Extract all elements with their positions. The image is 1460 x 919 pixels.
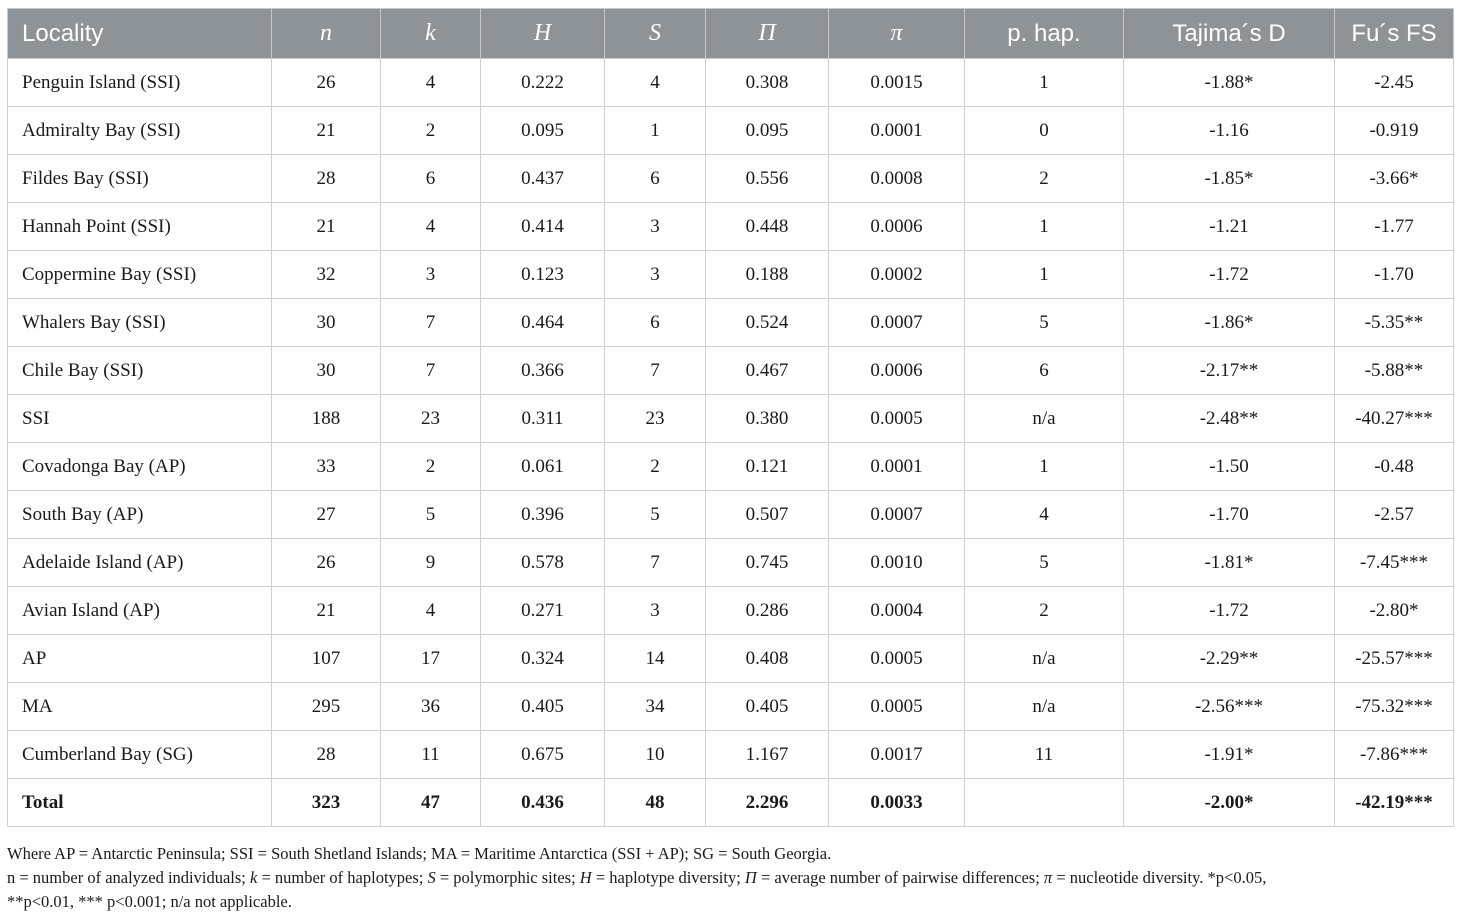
k-cell: 3 (381, 251, 481, 299)
k-cell: 17 (381, 635, 481, 683)
total-label-cell: Total (8, 779, 272, 827)
h-cell: 0.437 (481, 155, 605, 203)
p-hap-cell: 1 (965, 251, 1124, 299)
s-cell: 2 (605, 443, 706, 491)
tajima-d-cell: -1.72 (1124, 587, 1335, 635)
fu-fs-cell: -2.80* (1335, 587, 1454, 635)
footnote-text: = number of haplotypes; (257, 868, 428, 887)
fu-fs-cell: -3.66* (1335, 155, 1454, 203)
tajima-d-cell: -1.72 (1124, 251, 1335, 299)
s-cell: 10 (605, 731, 706, 779)
pi-upper-cell: 0.095 (706, 107, 829, 155)
h-cell: 0.311 (481, 395, 605, 443)
s-cell: 3 (605, 203, 706, 251)
fu-fs-cell: -5.35** (1335, 299, 1454, 347)
table-row (8, 203, 1454, 251)
pi-upper-cell: 0.408 (706, 635, 829, 683)
n-cell: 107 (272, 635, 381, 683)
table-row (8, 683, 1454, 731)
total-fu-fs-cell: -42.19*** (1335, 779, 1454, 827)
tajima-d-cell: -1.50 (1124, 443, 1335, 491)
total-s-cell: 48 (605, 779, 706, 827)
fu-fs-cell: -40.27*** (1335, 395, 1454, 443)
locality-cell: Avian Island (AP) (8, 587, 272, 635)
h-cell: 0.095 (481, 107, 605, 155)
pi-upper-cell: 0.380 (706, 395, 829, 443)
locality-cell: MA (8, 683, 272, 731)
p-hap-cell: 1 (965, 203, 1124, 251)
pi-lower-cell: 0.0008 (829, 155, 965, 203)
p-hap-cell: 1 (965, 59, 1124, 107)
tajima-d-cell: -2.17** (1124, 347, 1335, 395)
k-cell: 6 (381, 155, 481, 203)
pi-lower-cell: 0.0001 (829, 443, 965, 491)
table-container (7, 8, 1453, 827)
pi-upper-cell: 0.188 (706, 251, 829, 299)
table-row (8, 731, 1454, 779)
tajima-d-cell: -1.70 (1124, 491, 1335, 539)
tajima-d-cell: -2.56*** (1124, 683, 1335, 731)
footnote-significance: **p<0.01, *** p<0.001; n/a not applicable. (7, 892, 292, 911)
k-cell: 5 (381, 491, 481, 539)
footnote-text: = average number of pairwise differences; (756, 868, 1044, 887)
pi-lower-cell: 0.0006 (829, 203, 965, 251)
s-cell: 1 (605, 107, 706, 155)
pi-lower-cell: 0.0001 (829, 107, 965, 155)
footnote-symbol-pi-upper: Π (744, 868, 757, 887)
k-cell: 4 (381, 203, 481, 251)
header-row (8, 9, 1454, 59)
table-row (8, 59, 1454, 107)
fu-fs-cell: -2.57 (1335, 491, 1454, 539)
k-cell: 4 (381, 587, 481, 635)
s-cell: 6 (605, 155, 706, 203)
footnote-abbreviations: Where AP = Antarctic Peninsula; SSI = South Shetland Islands; MA = Maritime Antarctica (SSI + AP); SG = South Georgia. (7, 844, 832, 863)
h-cell: 0.271 (481, 587, 605, 635)
total-pi-lower-cell: 0.0033 (829, 779, 965, 827)
k-cell: 2 (381, 443, 481, 491)
p-hap-cell: 4 (965, 491, 1124, 539)
n-cell: 30 (272, 347, 381, 395)
tajima-d-cell: -1.91* (1124, 731, 1335, 779)
s-cell: 34 (605, 683, 706, 731)
pi-lower-cell: 0.0006 (829, 347, 965, 395)
footnote-text: n = number of analyzed individuals; (7, 868, 250, 887)
s-cell: 3 (605, 251, 706, 299)
locality-cell: South Bay (AP) (8, 491, 272, 539)
total-row (8, 779, 1454, 827)
n-cell: 295 (272, 683, 381, 731)
tajima-d-cell: -1.85* (1124, 155, 1335, 203)
pi-lower-cell: 0.0005 (829, 395, 965, 443)
p-hap-cell: 0 (965, 107, 1124, 155)
table-body (8, 59, 1454, 827)
p-hap-cell: 5 (965, 299, 1124, 347)
table-footnote (7, 842, 1453, 914)
fu-fs-cell: -0.48 (1335, 443, 1454, 491)
locality-cell: Covadonga Bay (AP) (8, 443, 272, 491)
s-cell: 14 (605, 635, 706, 683)
n-cell: 188 (272, 395, 381, 443)
table-row (8, 107, 1454, 155)
pi-lower-cell: 0.0015 (829, 59, 965, 107)
fu-fs-cell: -7.86*** (1335, 731, 1454, 779)
tajima-d-cell: -1.88* (1124, 59, 1335, 107)
footnote-symbol-pi-lower: π (1043, 868, 1053, 887)
table-row (8, 299, 1454, 347)
pi-lower-cell: 0.0005 (829, 683, 965, 731)
fu-fs-cell: -5.88** (1335, 347, 1454, 395)
locality-cell: Coppermine Bay (SSI) (8, 251, 272, 299)
col-header-h: H (481, 9, 605, 59)
col-header-tajima-d: Tajima´s D (1124, 9, 1335, 59)
table-row (8, 587, 1454, 635)
col-header-locality: Locality (8, 9, 272, 59)
fu-fs-cell: -7.45*** (1335, 539, 1454, 587)
h-cell: 0.396 (481, 491, 605, 539)
s-cell: 23 (605, 395, 706, 443)
col-header-pi-lower: π (829, 9, 965, 59)
table-row (8, 347, 1454, 395)
p-hap-cell: n/a (965, 683, 1124, 731)
pi-lower-cell: 0.0005 (829, 635, 965, 683)
h-cell: 0.405 (481, 683, 605, 731)
pi-lower-cell: 0.0010 (829, 539, 965, 587)
col-header-pi-upper: Π (706, 9, 829, 59)
footnote-symbol-k: k (250, 868, 258, 887)
pi-upper-cell: 0.405 (706, 683, 829, 731)
pi-lower-cell: 0.0007 (829, 299, 965, 347)
tajima-d-cell: -1.21 (1124, 203, 1335, 251)
p-hap-cell: n/a (965, 395, 1124, 443)
pi-upper-cell: 0.524 (706, 299, 829, 347)
fu-fs-cell: -1.77 (1335, 203, 1454, 251)
n-cell: 33 (272, 443, 381, 491)
h-cell: 0.414 (481, 203, 605, 251)
total-tajima-d-cell: -2.00* (1124, 779, 1335, 827)
pi-upper-cell: 0.556 (706, 155, 829, 203)
tajima-d-cell: -1.86* (1124, 299, 1335, 347)
k-cell: 36 (381, 683, 481, 731)
h-cell: 0.061 (481, 443, 605, 491)
fu-fs-cell: -2.45 (1335, 59, 1454, 107)
fu-fs-cell: -75.32*** (1335, 683, 1454, 731)
n-cell: 26 (272, 59, 381, 107)
h-cell: 0.222 (481, 59, 605, 107)
n-cell: 28 (272, 731, 381, 779)
locality-cell: Hannah Point (SSI) (8, 203, 272, 251)
footnote-symbol-h: H (579, 868, 592, 887)
pi-upper-cell: 0.745 (706, 539, 829, 587)
n-cell: 28 (272, 155, 381, 203)
n-cell: 26 (272, 539, 381, 587)
locality-cell: AP (8, 635, 272, 683)
table-row (8, 635, 1454, 683)
p-hap-cell: 6 (965, 347, 1124, 395)
tajima-d-cell: -2.48** (1124, 395, 1335, 443)
s-cell: 7 (605, 539, 706, 587)
table-row (8, 539, 1454, 587)
locality-cell: Adelaide Island (AP) (8, 539, 272, 587)
fu-fs-cell: -0.919 (1335, 107, 1454, 155)
p-hap-cell: 2 (965, 155, 1124, 203)
n-cell: 21 (272, 203, 381, 251)
locality-cell: Admiralty Bay (SSI) (8, 107, 272, 155)
locality-cell: Chile Bay (SSI) (8, 347, 272, 395)
p-hap-cell: n/a (965, 635, 1124, 683)
p-hap-cell: 2 (965, 587, 1124, 635)
k-cell: 2 (381, 107, 481, 155)
locality-cell: Cumberland Bay (SG) (8, 731, 272, 779)
total-h-cell: 0.436 (481, 779, 605, 827)
s-cell: 3 (605, 587, 706, 635)
k-cell: 7 (381, 347, 481, 395)
tajima-d-cell: -1.81* (1124, 539, 1335, 587)
pi-upper-cell: 0.286 (706, 587, 829, 635)
pi-lower-cell: 0.0007 (829, 491, 965, 539)
footnote-text: = haplotype diversity; (591, 868, 745, 887)
n-cell: 21 (272, 107, 381, 155)
k-cell: 9 (381, 539, 481, 587)
s-cell: 4 (605, 59, 706, 107)
pi-lower-cell: 0.0002 (829, 251, 965, 299)
locality-cell: Penguin Island (SSI) (8, 59, 272, 107)
col-header-k: k (381, 9, 481, 59)
k-cell: 7 (381, 299, 481, 347)
locality-cell: Whalers Bay (SSI) (8, 299, 272, 347)
h-cell: 0.123 (481, 251, 605, 299)
total-k-cell: 47 (381, 779, 481, 827)
col-header-fu-fs: Fu´s FS (1335, 9, 1454, 59)
h-cell: 0.324 (481, 635, 605, 683)
footnote-definitions (7, 866, 1453, 890)
k-cell: 11 (381, 731, 481, 779)
footnote-text: = nucleotide diversity. *p<0.05, (1052, 868, 1267, 887)
footnote-symbol-s: S (427, 868, 436, 887)
pi-upper-cell: 0.308 (706, 59, 829, 107)
p-hap-cell: 1 (965, 443, 1124, 491)
locality-cell: SSI (8, 395, 272, 443)
col-header-s: S (605, 9, 706, 59)
pi-lower-cell: 0.0004 (829, 587, 965, 635)
n-cell: 27 (272, 491, 381, 539)
k-cell: 23 (381, 395, 481, 443)
p-hap-cell: 11 (965, 731, 1124, 779)
s-cell: 7 (605, 347, 706, 395)
s-cell: 5 (605, 491, 706, 539)
h-cell: 0.675 (481, 731, 605, 779)
table-row (8, 491, 1454, 539)
s-cell: 6 (605, 299, 706, 347)
table-row (8, 443, 1454, 491)
diversity-table (7, 8, 1454, 827)
footnote-text: = polymorphic sites; (435, 868, 580, 887)
n-cell: 30 (272, 299, 381, 347)
h-cell: 0.366 (481, 347, 605, 395)
n-cell: 32 (272, 251, 381, 299)
pi-upper-cell: 0.121 (706, 443, 829, 491)
col-header-n: n (272, 9, 381, 59)
col-header-p-hap: p. hap. (965, 9, 1124, 59)
total-p-hap-cell (965, 779, 1124, 827)
pi-upper-cell: 1.167 (706, 731, 829, 779)
n-cell: 21 (272, 587, 381, 635)
table-row (8, 395, 1454, 443)
pi-lower-cell: 0.0017 (829, 731, 965, 779)
k-cell: 4 (381, 59, 481, 107)
h-cell: 0.578 (481, 539, 605, 587)
fu-fs-cell: -1.70 (1335, 251, 1454, 299)
pi-upper-cell: 0.448 (706, 203, 829, 251)
p-hap-cell: 5 (965, 539, 1124, 587)
h-cell: 0.464 (481, 299, 605, 347)
table-row (8, 155, 1454, 203)
total-pi-upper-cell: 2.296 (706, 779, 829, 827)
table-row (8, 251, 1454, 299)
pi-upper-cell: 0.507 (706, 491, 829, 539)
total-n-cell: 323 (272, 779, 381, 827)
fu-fs-cell: -25.57*** (1335, 635, 1454, 683)
tajima-d-cell: -1.16 (1124, 107, 1335, 155)
pi-upper-cell: 0.467 (706, 347, 829, 395)
tajima-d-cell: -2.29** (1124, 635, 1335, 683)
locality-cell: Fildes Bay (SSI) (8, 155, 272, 203)
